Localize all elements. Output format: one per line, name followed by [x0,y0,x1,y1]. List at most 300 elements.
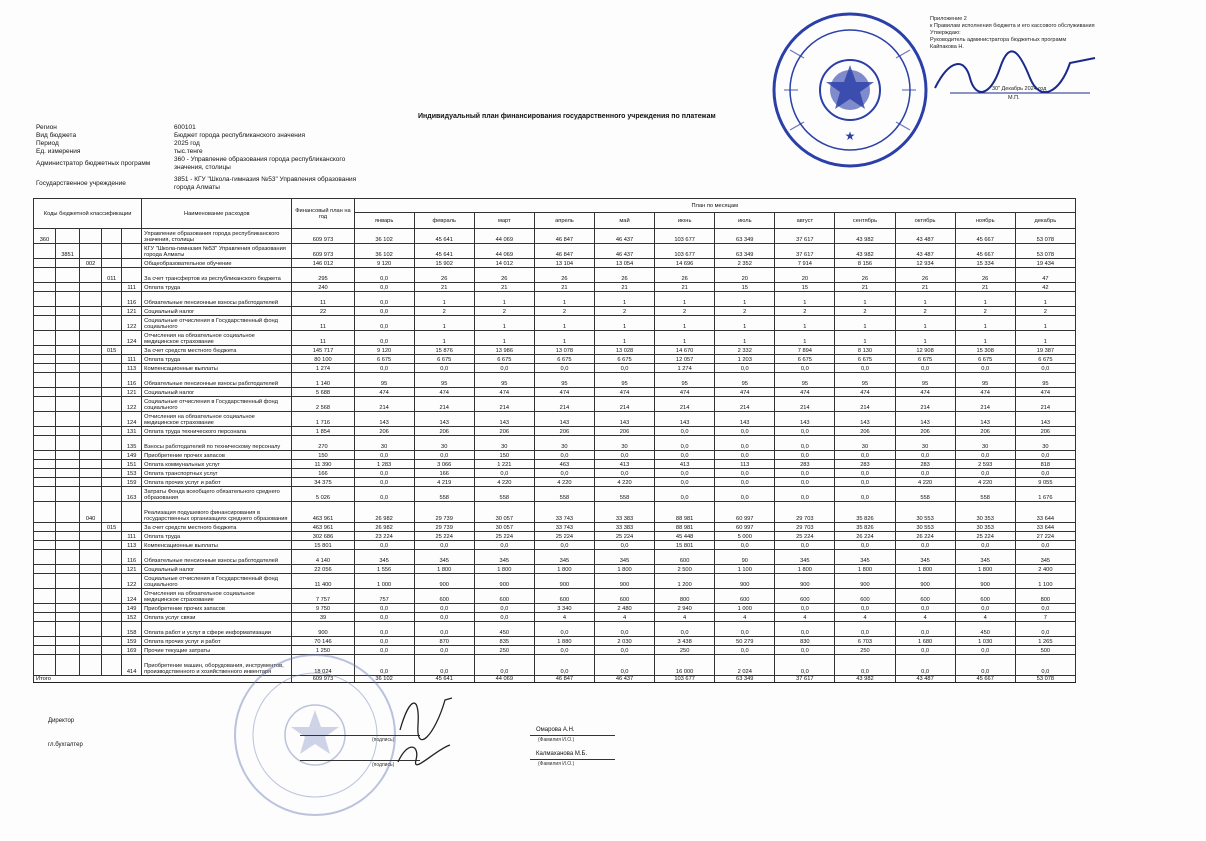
month-value-cell: 143 [534,412,594,427]
month-value-cell: 0,0 [534,541,594,550]
code-cell [56,331,80,346]
month-value-cell: 600 [715,589,775,604]
month-value-cell: 1 265 [1015,637,1075,646]
month-value-cell: 143 [715,412,775,427]
month-value-cell: 0,0 [835,622,895,637]
month-value-cell: 21 [655,283,715,292]
code-cell [102,388,122,397]
month-value-cell: 0,0 [594,646,654,655]
month-value-cell: 4 [655,613,715,622]
month-value-cell: 463 [534,460,594,469]
month-value-cell: 1 [655,316,715,331]
month-value-cell: 33 743 [534,523,594,532]
month-value-cell: 12 057 [655,355,715,364]
code-cell: 111 [122,355,142,364]
month-value-cell: 900 [715,574,775,589]
year-total-cell: 609 973 [292,244,354,259]
month-value-cell: 53 078 [1015,229,1075,244]
month-value-cell: 600 [474,589,534,604]
month-value-cell: 0,0 [715,451,775,460]
month-value-cell: 0,0 [835,451,895,460]
month-value-cell: 1 000 [354,574,414,589]
accountant-name-line [530,759,615,760]
month-value-cell: 30 [835,436,895,451]
total-month-cell: 44 069 [474,676,534,683]
month-value-cell: 20 [775,268,835,283]
month-value-cell: 25 224 [414,532,474,541]
table-row [34,550,1076,565]
month-value-cell: 0,0 [895,622,955,637]
code-cell [34,487,56,502]
total-month-cell: 46 847 [534,676,594,683]
month-value-cell: 0,0 [775,541,835,550]
month-value-cell: 6 675 [354,355,414,364]
code-cell [102,613,122,622]
month-value-cell: 1 [534,316,594,331]
expense-name-cell: Оплата работ и услуг в сфере информатизации [142,622,292,637]
month-value-cell: 30 553 [895,523,955,532]
code-cell [102,622,122,637]
month-value-cell: 1 [955,316,1015,331]
month-value-cell: 60 997 [715,502,775,523]
table-row [34,259,1076,268]
code-cell [80,388,102,397]
code-cell [80,613,102,622]
month-value-cell: 95 [354,373,414,388]
year-total-cell: 11 [292,331,354,346]
month-value-cell: 0,0 [354,364,414,373]
table-row [34,460,1076,469]
table-row [34,331,1076,346]
month-value-cell: 2 [594,307,654,316]
code-cell [56,469,80,478]
month-value-cell: 250 [835,646,895,655]
month-value-cell: 1 [655,292,715,307]
month-value-cell: 900 [414,574,474,589]
month-value-cell: 21 [414,283,474,292]
month-value-cell: 23 224 [354,532,414,541]
month-value-cell: 7 894 [775,346,835,355]
code-cell [80,373,102,388]
month-value-cell: 1 100 [715,565,775,574]
month-value-cell: 30 057 [474,523,534,532]
approval-line-3: Утверждаю: [930,30,961,36]
table-row [34,364,1076,373]
month-value-cell: 30 [1015,436,1075,451]
table-row [34,268,1076,283]
month-value-cell: 13 104 [534,259,594,268]
meta-value: 600101 [174,124,196,131]
table-row [34,637,1076,646]
month-value-cell: 0,0 [775,436,835,451]
month-value-cell: 43 487 [895,244,955,259]
table-row [34,316,1076,331]
month-value-cell: 7 [1015,613,1075,622]
month-value-cell: 214 [414,397,474,412]
code-cell [34,589,56,604]
month-value-cell: 0,0 [534,646,594,655]
code-cell [34,604,56,613]
year-total-cell: 22 056 [292,565,354,574]
total-month-cell: 103 677 [655,676,715,683]
month-value-cell: 1 [715,292,775,307]
year-total-cell: 11 390 [292,460,354,469]
month-value-cell: 1 800 [955,565,1015,574]
month-value-cell: 900 [594,574,654,589]
expense-name-cell: Оплата прочих услуг и работ [142,478,292,487]
month-value-cell: 8 156 [835,259,895,268]
month-value-cell: 30 [895,436,955,451]
code-cell [102,331,122,346]
month-value-cell: 1 [594,316,654,331]
month-value-cell: 0,0 [354,604,414,613]
expense-name-cell: Отчисления на обязательное социальное медицинское страхование [142,412,292,427]
year-total-cell: 463 961 [292,502,354,523]
year-total-cell: 1 854 [292,427,354,436]
month-value-cell: 214 [534,397,594,412]
month-value-cell: 6 675 [895,355,955,364]
month-value-cell: 1 [895,292,955,307]
code-cell [34,283,56,292]
month-value-cell: 0,0 [835,655,895,676]
month-value-cell: 4 [895,613,955,622]
month-value-cell: 95 [715,373,775,388]
month-value-cell: 21 [895,283,955,292]
month-value-cell: 1 [835,331,895,346]
month-value-cell: 45 641 [414,244,474,259]
month-value-cell: 26 224 [835,532,895,541]
month-value-cell: 14 670 [655,346,715,355]
code-cell [34,259,56,268]
month-value-cell: 0,0 [955,541,1015,550]
month-value-cell: 30 057 [474,502,534,523]
expense-name-cell: Оплата труда [142,283,292,292]
month-value-cell: 14 012 [474,259,534,268]
month-value-cell: 12 934 [895,259,955,268]
accountant-fio-hint: (Фамилия И.О.) [538,761,575,767]
month-value-cell: 0,0 [895,469,955,478]
code-cell [56,532,80,541]
year-total-cell: 2 568 [292,397,354,412]
month-value-cell: 8 130 [835,346,895,355]
code-cell [122,502,142,523]
month-value-cell: 13 078 [534,346,594,355]
month-value-cell: 0,0 [354,307,414,316]
code-cell: 113 [122,541,142,550]
month-value-cell: 870 [414,637,474,646]
year-total-cell: 5 026 [292,487,354,502]
month-value-cell: 2 [534,307,594,316]
month-value-cell: 0,0 [354,292,414,307]
month-value-cell: 2 593 [955,460,1015,469]
month-value-cell: 0,0 [354,451,414,460]
month-value-cell: 0,0 [655,622,715,637]
code-cell [80,307,102,316]
month-value-cell: 214 [594,397,654,412]
code-cell [34,469,56,478]
month-value-cell: 30 [474,436,534,451]
month-value-cell: 1 [414,331,474,346]
year-total-cell: 9 750 [292,604,354,613]
month-value-cell: 46 437 [594,229,654,244]
director-name-line [530,735,615,736]
month-value-cell: 1 800 [534,565,594,574]
code-cell [80,532,102,541]
code-cell [80,268,102,283]
code-cell [80,589,102,604]
month-value-cell: 474 [895,388,955,397]
table-row [34,589,1076,604]
month-value-cell: 345 [1015,550,1075,565]
month-value-cell: 800 [1015,589,1075,604]
month-value-cell: 0,0 [354,316,414,331]
code-cell: 121 [122,388,142,397]
month-value-cell: 46 847 [534,244,594,259]
month-value-cell: 1 [835,316,895,331]
code-cell: 153 [122,469,142,478]
month-value-cell: 0,0 [414,655,474,676]
year-total-cell: 70 146 [292,637,354,646]
month-value-cell: 30 [534,436,594,451]
expense-name-cell: Общеобразовательное обучение [142,259,292,268]
month-value-cell: 21 [474,283,534,292]
code-cell: 151 [122,460,142,469]
meta-value: Бюджет города республиканского значения [174,132,306,139]
month-value-cell: 206 [534,427,594,436]
month-value-cell: 345 [414,550,474,565]
code-cell [56,229,80,244]
month-value-cell: 1 283 [354,460,414,469]
code-cell [34,412,56,427]
month-value-cell: 558 [895,487,955,502]
month-value-cell: 0,0 [775,622,835,637]
month-value-cell: 0,0 [955,655,1015,676]
expense-name-cell: Социальные отчисления в Государственный фонд социального [142,316,292,331]
month-value-cell: 500 [1015,646,1075,655]
month-value-cell: 14 696 [655,259,715,268]
month-value-cell: 0,0 [1015,655,1075,676]
month-value-cell: 26 [655,268,715,283]
month-value-cell: 5 000 [715,532,775,541]
month-value-cell: 12 908 [895,346,955,355]
approval-line-5: Кайпакова Н. [930,44,964,50]
year-total-cell: 1 716 [292,412,354,427]
month-value-cell: 2 [835,307,895,316]
code-cell [102,487,122,502]
code-cell [56,373,80,388]
month-value-cell: 29 703 [775,502,835,523]
meta-label: Регион [36,124,57,131]
code-cell [102,451,122,460]
accountant-label: гл.бухгалтер [48,742,83,748]
month-value-cell: 1 [715,331,775,346]
month-value-cell: 0,0 [775,487,835,502]
month-value-cell: 283 [895,460,955,469]
code-cell [56,613,80,622]
code-cell: 122 [122,316,142,331]
month-value-cell: 0,0 [534,622,594,637]
code-cell [56,388,80,397]
code-cell [34,451,56,460]
month-value-cell: 1 [835,292,895,307]
code-cell [80,316,102,331]
table-row [34,451,1076,460]
month-value-cell: 88 981 [655,523,715,532]
month-value-cell: 2 [414,307,474,316]
month-value-cell: 0,0 [354,469,414,478]
code-cell [56,487,80,502]
expense-name-cell: Прочие текущие затраты [142,646,292,655]
code-cell [122,268,142,283]
code-cell [80,292,102,307]
expense-name-cell: Приобретение прочих запасов [142,451,292,460]
month-value-cell: 15 [775,283,835,292]
month-value-cell: 345 [775,550,835,565]
month-value-cell: 206 [414,427,474,436]
month-value-cell: 0,0 [1015,604,1075,613]
month-value-cell: 4 [775,613,835,622]
code-cell: 360 [34,229,56,244]
code-cell: 159 [122,637,142,646]
month-value-cell: 1 [474,331,534,346]
code-cell: 169 [122,646,142,655]
month-value-cell: 2 [955,307,1015,316]
handwritten-signatures-icon [390,690,460,775]
month-value-cell: 44 069 [474,244,534,259]
code-cell [80,550,102,565]
month-value-cell: 25 224 [474,532,534,541]
month-value-cell: 95 [594,373,654,388]
code-cell [80,604,102,613]
month-value-cell: 6 675 [1015,355,1075,364]
code-cell [56,283,80,292]
code-cell: 015 [102,346,122,355]
month-header: январь [354,213,414,229]
code-cell [34,346,56,355]
month-value-cell: 143 [414,412,474,427]
month-value-cell: 0,0 [835,487,895,502]
month-value-cell: 25 224 [955,532,1015,541]
plan-body [34,229,1076,683]
month-value-cell: 1 [775,316,835,331]
code-cell [102,532,122,541]
expense-name-cell: Обязательные пенсионные взносы работодателей [142,550,292,565]
expense-name-cell: Оплата труда [142,532,292,541]
month-value-cell: 4 [955,613,1015,622]
code-cell [102,502,122,523]
month-value-cell: 46 437 [594,244,654,259]
month-value-cell: 3 066 [414,460,474,469]
month-value-cell: 0,0 [955,646,1015,655]
code-cell: 149 [122,604,142,613]
month-value-cell: 214 [354,397,414,412]
year-total-cell: 11 [292,292,354,307]
month-value-cell: 0,0 [955,364,1015,373]
month-value-cell: 413 [594,460,654,469]
code-cell [102,655,122,676]
month-value-cell: 6 675 [474,355,534,364]
month-value-cell: 474 [715,388,775,397]
year-total-cell: 1 250 [292,646,354,655]
table-row [34,307,1076,316]
month-value-cell: 2 400 [1015,565,1075,574]
month-value-cell: 0,0 [594,364,654,373]
month-value-cell: 4 220 [474,478,534,487]
code-cell: 121 [122,307,142,316]
year-total-cell: 609 973 [292,229,354,244]
total-month-cell: 53 078 [1015,676,1075,683]
month-value-cell: 250 [655,646,715,655]
table-row [34,502,1076,523]
month-value-cell: 1 [775,292,835,307]
code-cell [56,646,80,655]
total-month-cell: 36 102 [354,676,414,683]
header-codes: Коды бюджетной классификации [34,199,142,229]
month-value-cell: 4 [835,613,895,622]
month-value-cell: 206 [895,427,955,436]
code-cell [56,436,80,451]
expense-name-cell: Компенсационные выплаты [142,364,292,373]
month-value-cell: 0,0 [1015,622,1075,637]
expense-name-cell: Управление образования города республиканского значения, столицы [142,229,292,244]
director-signature-icon [930,48,1100,103]
month-value-cell: 2 [715,307,775,316]
table-row [34,355,1076,364]
month-value-cell: 0,0 [414,646,474,655]
month-value-cell: 600 [895,589,955,604]
code-cell: 124 [122,412,142,427]
code-cell: 135 [122,436,142,451]
code-cell [122,244,142,259]
code-cell [102,436,122,451]
month-value-cell: 206 [474,427,534,436]
code-cell [56,604,80,613]
month-value-cell: 206 [1015,427,1075,436]
month-value-cell: 2 [895,307,955,316]
month-header: ноябрь [955,213,1015,229]
code-cell: 113 [122,364,142,373]
code-cell [102,469,122,478]
code-cell [102,259,122,268]
code-cell: 111 [122,532,142,541]
month-value-cell: 63 349 [715,229,775,244]
approval-block [930,16,1110,101]
code-cell [80,355,102,364]
month-value-cell: 1 [474,292,534,307]
code-cell [80,427,102,436]
year-total-cell: 11 [292,316,354,331]
month-value-cell: 0,0 [354,646,414,655]
month-value-cell: 474 [414,388,474,397]
month-value-cell: 1 [474,316,534,331]
month-value-cell: 558 [594,487,654,502]
month-value-cell: 0,0 [534,469,594,478]
month-value-cell: 214 [715,397,775,412]
month-value-cell: 15 876 [414,346,474,355]
table-row [34,397,1076,412]
month-value-cell: 15 [715,283,775,292]
month-value-cell: 450 [955,622,1015,637]
expense-name-cell: Социальный налог [142,565,292,574]
month-value-cell: 95 [534,373,594,388]
meta-value: 360 - Управление образования города республиканского значения, столицы [174,156,346,171]
code-cell [56,292,80,307]
month-value-cell: 1 000 [715,604,775,613]
month-value-cell: 0,0 [354,331,414,346]
month-value-cell: 33 743 [534,502,594,523]
month-value-cell: 4 220 [534,478,594,487]
director-sign-hint: (подпись) [372,737,395,743]
